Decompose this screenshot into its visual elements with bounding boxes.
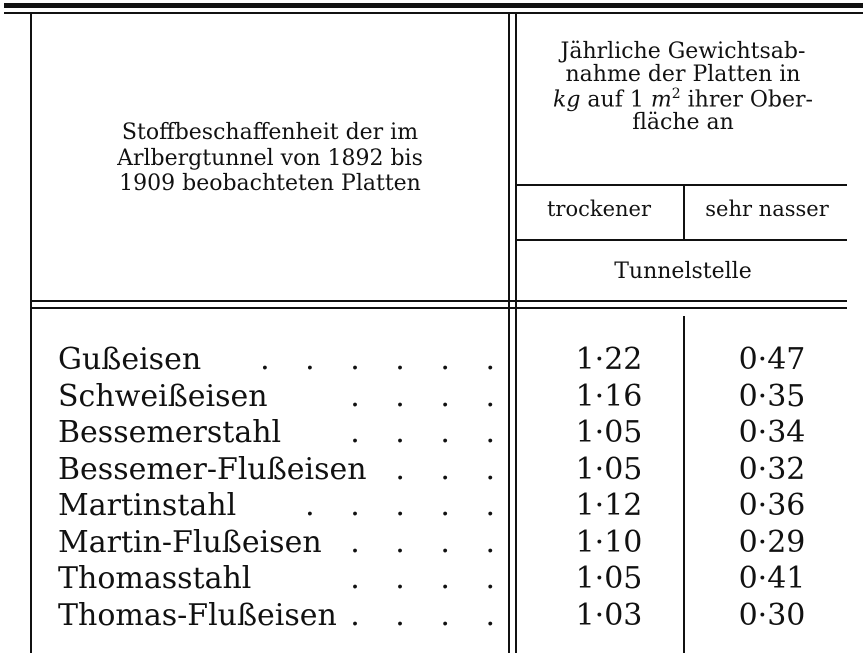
unit-ihrer: ihrer Ober- — [680, 86, 813, 112]
material-name: Bessemer-Flußeisen — [58, 451, 367, 487]
table-row — [58, 452, 848, 489]
header-double-rule-b — [30, 307, 847, 309]
value-heading-line: Jährliche Gewichtsab- — [560, 39, 806, 64]
table-row — [58, 379, 848, 416]
table-row — [58, 342, 848, 379]
table-row — [58, 415, 848, 452]
value-heading-line: nahme der Platten in — [565, 62, 801, 88]
top-thin-rule — [4, 12, 863, 14]
tunnel-location-heading: Tunnelstelle — [614, 259, 752, 284]
material-name: Gußeisen — [58, 342, 202, 377]
header-double-rule-a — [30, 300, 847, 302]
subheader-top-rule — [515, 184, 847, 186]
leader-dots: . . . . — [350, 561, 508, 596]
leader-dots: . . . — [395, 451, 508, 487]
top-thick-rule — [4, 3, 863, 8]
table-row — [58, 525, 848, 562]
stub-heading-line: Arlbergtunnel von 1892 bis — [117, 145, 423, 171]
table-row — [58, 598, 848, 635]
value-heading-line: fläche an — [632, 110, 734, 136]
dry-value: 1·10 — [575, 524, 643, 560]
table-row — [58, 488, 848, 525]
subheader-bottom-rule — [515, 239, 847, 241]
leader-dots: . . . . . . — [260, 342, 508, 377]
wet-value: 0·41 — [738, 561, 806, 596]
unit-exponent: 2 — [671, 85, 681, 102]
dry-value: 1·05 — [575, 415, 643, 450]
stub-heading-line: 1909 beobachteten Platten — [119, 171, 421, 197]
wet-value: 0·36 — [738, 488, 806, 523]
left-rule — [30, 14, 32, 653]
material-name: Thomas-Flußeisen — [58, 597, 337, 633]
dry-column-heading: trockener — [546, 197, 652, 221]
material-name: Martin-Flußeisen — [58, 524, 322, 560]
dry-value: 1·16 — [575, 378, 643, 414]
dry-value: 1·05 — [575, 561, 643, 596]
leader-dots: . . . . . — [305, 488, 508, 523]
dry-value: 1·22 — [575, 342, 643, 377]
stub-column-heading — [60, 120, 480, 197]
unit-kg: kg — [553, 86, 581, 112]
leader-dots: . . . . — [350, 524, 508, 560]
material-name: Bessemerstahl — [58, 415, 282, 450]
dry-value: 1·05 — [575, 451, 643, 487]
wet-column-heading: sehr nasser — [705, 197, 829, 221]
unit-auf: auf 1 — [580, 86, 651, 112]
leader-dots: . . . . — [350, 378, 508, 414]
dry-value: 1·03 — [575, 597, 643, 633]
wet-value: 0·32 — [738, 451, 806, 487]
leader-dots: . . . . — [350, 415, 508, 450]
wet-value: 0·30 — [738, 597, 806, 633]
wet-value: 0·35 — [738, 378, 806, 414]
value-heading-line — [518, 87, 848, 112]
table-row — [58, 561, 848, 598]
wet-value: 0·34 — [738, 415, 806, 450]
table-body — [58, 342, 848, 634]
material-name: Thomasstahl — [58, 561, 252, 596]
unit-m: m — [650, 86, 672, 112]
wet-value: 0·29 — [738, 524, 806, 560]
material-name: Martinstahl — [58, 488, 237, 523]
stub-heading-line: Stoffbeschaffenheit der im — [121, 120, 419, 145]
material-name: Schweißeisen — [58, 378, 268, 414]
value-column-heading — [518, 40, 848, 135]
leader-dots: . . . . — [350, 597, 508, 633]
wet-value: 0·47 — [738, 342, 806, 377]
dry-value: 1·12 — [575, 488, 643, 523]
subheader-divider-rule — [683, 185, 685, 241]
